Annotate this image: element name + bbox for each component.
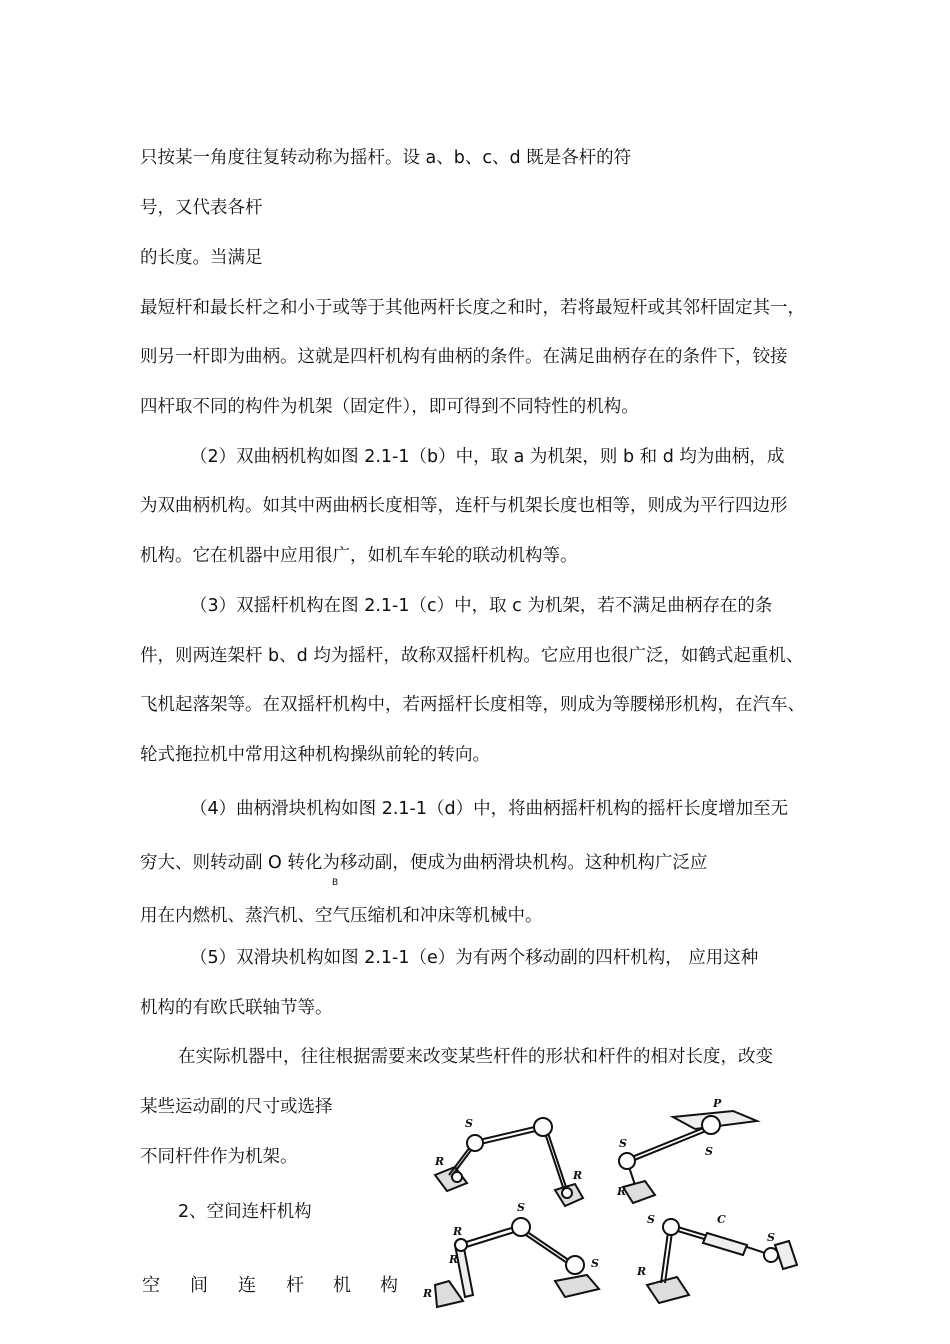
line-17: （5）双滑块机构如图 2.1-1（e）为有两个移动副的四杆机构， 应用这种 bbox=[190, 948, 759, 968]
label-r-2: R bbox=[573, 1169, 583, 1182]
label-r-1: R bbox=[435, 1155, 445, 1168]
spaced-char-5: 机 bbox=[333, 1275, 351, 1296]
line-6: 四杆取不同的构件为机架（固定件），即可得到不同特性的机构。 bbox=[140, 397, 639, 417]
line-5: 则另一杆即为曲柄。这就是四杆机构有曲柄的条件。在满足曲柄存在的条件下，铰接 bbox=[140, 347, 788, 367]
label-s-6: S bbox=[647, 1213, 655, 1226]
section-heading: 2、空间连杆机构 bbox=[178, 1202, 312, 1222]
label-s-3: S bbox=[705, 1145, 713, 1158]
line-13: 轮式拖拉机中常用这种机构操纵前轮的转向。 bbox=[140, 745, 490, 765]
line-12: 飞机起落架等。在双摇杆机构中，若两摇杆长度相等，则成为等腰梯形机构，在汽车、 bbox=[140, 695, 805, 715]
label-r-4: R bbox=[453, 1225, 463, 1238]
label-r-6: R bbox=[423, 1287, 433, 1300]
label-s-2: S bbox=[619, 1137, 627, 1150]
label-p: P bbox=[713, 1097, 722, 1110]
line-1: 只按某一角度往复转动称为摇杆。设 a、b、c、d 既是各杆的符 bbox=[140, 148, 632, 168]
spaced-char-1: 空 bbox=[142, 1275, 160, 1296]
label-c: C bbox=[717, 1213, 726, 1226]
label-s-7: S bbox=[767, 1231, 775, 1244]
line-15: 穷大、则转动副 O 转化为移动副，便成为曲柄滑块机构。这种机构广泛应 bbox=[140, 853, 708, 873]
line-8: 为双曲柄机构。如其中两曲柄长度相等，连杆与机架长度也相等，则成为平行四边形 bbox=[140, 496, 788, 516]
line-2: 号，又代表各杆 bbox=[140, 198, 263, 218]
label-s-1: S bbox=[465, 1117, 473, 1130]
mechanism-2 bbox=[619, 1111, 757, 1203]
label-r-7: R bbox=[637, 1265, 647, 1278]
line-10: （3）双摇杆机构在图 2.1-1（c）中，取 c 为机架，若不满足曲柄存在的条 bbox=[190, 596, 773, 616]
label-s-5: S bbox=[591, 1257, 599, 1270]
line-11: 件，则两连架杆 b、d 均为摇杆，故称双摇杆机构。它应用也很广泛，如鹤式起重机、 bbox=[140, 646, 804, 666]
line-16: 用在内燃机、蒸汽机、空气压缩机和冲床等机械中。 bbox=[140, 906, 543, 926]
spaced-char-4: 杆 bbox=[286, 1275, 304, 1296]
label-r-5: R bbox=[449, 1253, 459, 1266]
line-14: （4）曲柄滑块机构如图 2.1-1（d）中，将曲柄摇杆机构的摇杆长度增加至无 bbox=[190, 799, 789, 819]
line-19: 在实际机器中，往往根据需要来改变某些杆件的形状和杆件的相对长度，改变 bbox=[178, 1047, 773, 1067]
spaced-char-2: 间 bbox=[190, 1275, 208, 1296]
line-18: 机构的有欧氏联轴节等。 bbox=[140, 998, 333, 1018]
spaced-char-3: 连 bbox=[238, 1275, 256, 1296]
line-3: 的长度。当满足 bbox=[140, 248, 263, 268]
line-4: 最短杆和最长杆之和小于或等于其他两杆长度之和时，若将最短杆或其邻杆固定其一， bbox=[140, 298, 805, 318]
line-21: 不同杆件作为机架。 bbox=[140, 1147, 298, 1167]
spatial-linkage-figure bbox=[415, 1095, 835, 1320]
spaced-char-6: 构 bbox=[380, 1275, 398, 1296]
label-r-3: R bbox=[617, 1185, 627, 1198]
line-20: 某些运动副的尺寸或选择 bbox=[140, 1097, 333, 1117]
mechanism-1 bbox=[435, 1118, 583, 1206]
line-7: （2）双曲柄机构如图 2.1-1（b）中，取 a 为机架，则 b 和 d 均为曲柄，成 bbox=[190, 447, 785, 467]
line-9: 机构。它在机器中应用很广，如机车车轮的联动机构等。 bbox=[140, 546, 578, 566]
subscript-b: B bbox=[332, 878, 339, 888]
label-s-4: S bbox=[517, 1201, 525, 1214]
